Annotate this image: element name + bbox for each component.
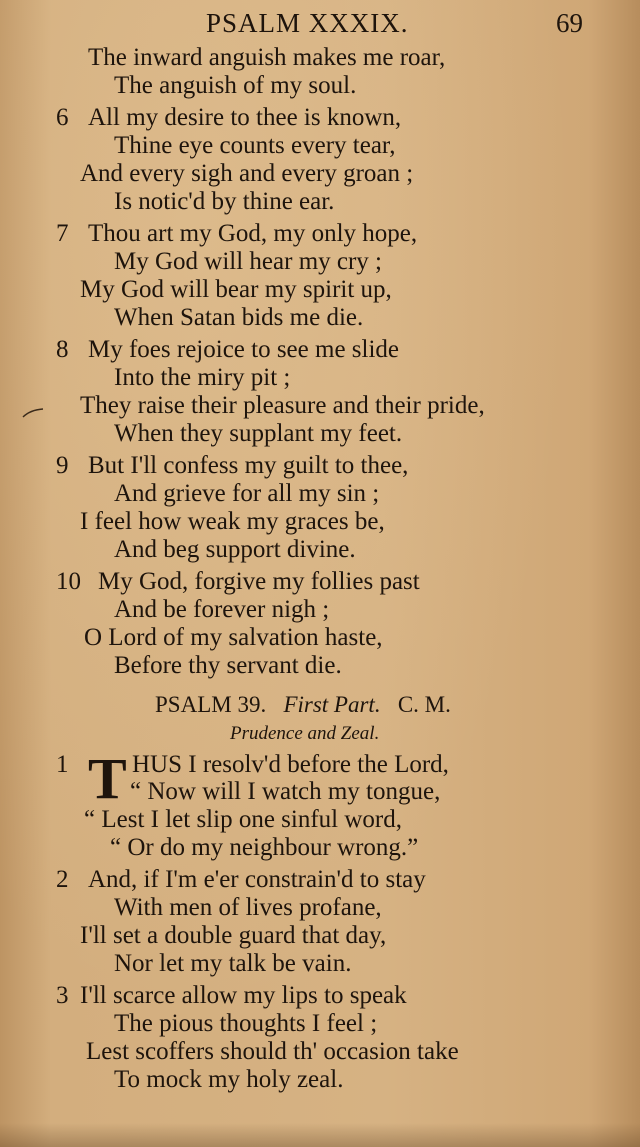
stanza [0, 220, 640, 332]
stanza [0, 452, 640, 564]
verse-line: And beg support divine. [114, 536, 356, 563]
hymn-text [0, 44, 640, 1098]
drop-cap: T [88, 746, 127, 811]
verse-number: 6 [56, 104, 69, 131]
verse-line: And grieve for all my sin ; [114, 480, 380, 507]
verse-line: O Lord of my salvation haste, [84, 624, 383, 651]
verse-line: My foes rejoice to see me slide [88, 336, 400, 363]
verse-line: When Satan bids me die. [114, 304, 364, 331]
verse-line: I'll set a double guard that day, [80, 922, 387, 949]
verse-line: “ Or do my neighbour wrong.” [110, 834, 419, 861]
page-header [0, 6, 640, 40]
verse-number: 3 [56, 982, 69, 1009]
verse-number: 1 [56, 751, 69, 778]
psalm-label: PSALM 39. [155, 692, 267, 717]
page-number: 69 [556, 8, 583, 38]
stanza [0, 44, 640, 100]
verse-line: I'll scarce allow my lips to speak [80, 982, 407, 1009]
stanza [0, 336, 640, 448]
meter-label: C. M. [397, 692, 451, 717]
verse-line: The inward anguish makes me roar, [88, 44, 446, 71]
stanza [0, 866, 640, 978]
psalm-heading [0, 690, 640, 720]
stanza [0, 568, 640, 680]
stanza [0, 748, 640, 862]
verse-line: But I'll confess my guilt to thee, [88, 452, 409, 479]
verse-line: And every sigh and every groan ; [80, 160, 414, 187]
part-label: First Part. [283, 692, 381, 717]
running-title: PSALM XXXIX. [206, 8, 409, 38]
verse-line: Thine eye counts every tear, [114, 132, 396, 159]
verse-line: The anguish of my soul. [114, 72, 357, 99]
verse-number: 2 [56, 866, 69, 893]
verse-line: Lest scoffers should th' occasion take [86, 1038, 459, 1065]
verse-line: And, if I'm e'er constrain'd to stay [88, 866, 426, 893]
verse-line: They raise their pleasure and their pride, [80, 392, 485, 419]
verse-line: All my desire to thee is known, [88, 104, 402, 131]
verse-line: Thou art my God, my only hope, [88, 220, 418, 247]
verse-number: 8 [56, 336, 69, 363]
verse-number: 9 [56, 452, 69, 479]
stanza [0, 104, 640, 216]
verse-line: I feel how weak my graces be, [80, 508, 385, 535]
verse-line: Nor let my talk be vain. [114, 950, 352, 977]
verse-line: My God will hear my cry ; [114, 248, 383, 275]
verse-line: And be forever nigh ; [114, 596, 330, 623]
stanza [0, 982, 640, 1094]
verse-line: When they supplant my feet. [114, 420, 403, 447]
verse-line: Is notic'd by thine ear. [114, 188, 335, 215]
verse-line: To mock my holy zeal. [114, 1066, 344, 1093]
verse-number: 7 [56, 220, 69, 247]
verse-line: The pious thoughts I feel ; [114, 1010, 378, 1037]
verse-line: My God will bear my spirit up, [80, 276, 392, 303]
verse-number: 10 [56, 568, 81, 595]
verse-line: With men of lives profane, [114, 894, 382, 921]
verse-line: HUS I resolv'd before the Lord, [132, 751, 449, 778]
verse-line: Into the miry pit ; [114, 364, 291, 391]
verse-line: Before thy servant die. [114, 652, 342, 679]
verse-line: “ Now will I watch my tongue, [130, 778, 441, 805]
verse-line: My God, forgive my follies past [98, 568, 420, 595]
psalm-subtitle: Prudence and Zeal. [230, 723, 380, 744]
verse-line: “ Lest I let slip one sinful word, [84, 806, 402, 833]
